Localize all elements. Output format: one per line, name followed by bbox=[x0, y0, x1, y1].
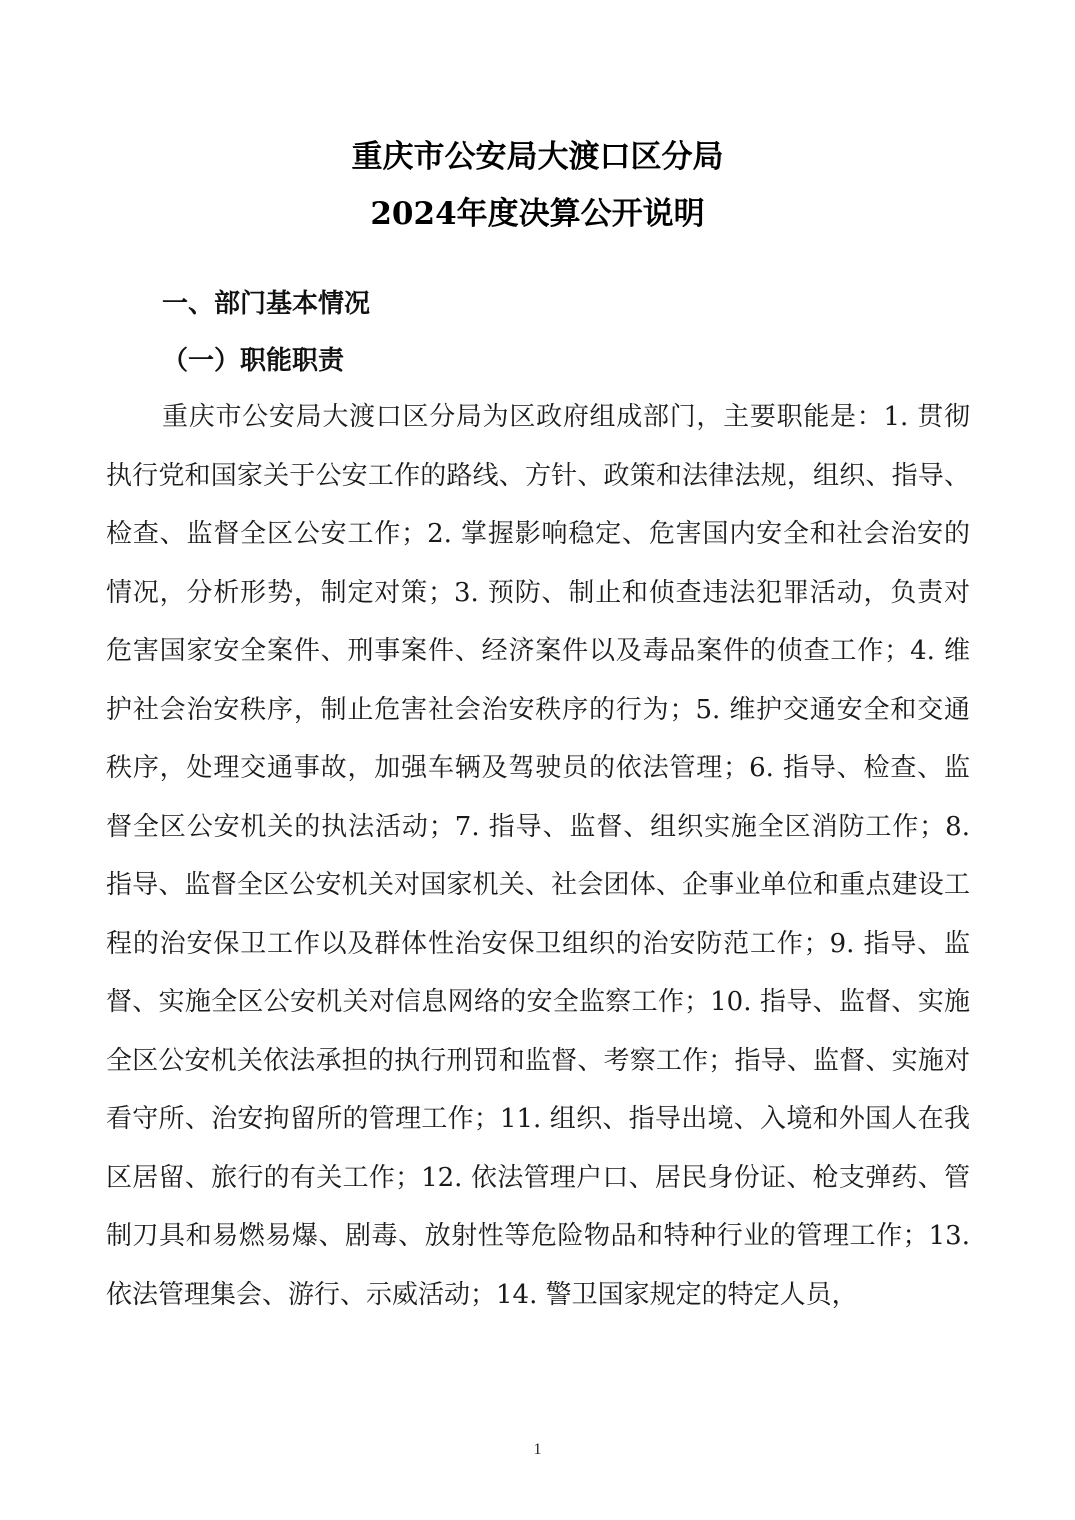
page-number: 1 bbox=[533, 1441, 542, 1458]
section-heading-basic-info: 一、部门基本情况 bbox=[162, 289, 371, 319]
duties-paragraph: 重庆市公安局大渡口区分局为区政府组成部门，主要职能是：1. 贯彻执行党和国家关于公安工作的路线、方针、政策和法律法规，组织、指导、检查、监督全区公安工作；2. 掌握影响稳定、危害国内安全和社会治安的情况，分析形势，制定对策；3. 预防、制止和侦查违法犯罪活动，负责对危害国家安全案件、刑事案件、经济案件以及毒品案件的侦查工作；4. 维护社会治安秩序，制止危害社会治安秩序的行为；5. 维护交通安全和交通秩序，处理交通事故，加强车辆及驾驶员的依法管理；6. 指导、检查、监督全区公安机关的执法活动；7. 指导、监督、组织实施全区消防工作；8. 指导、监督全区公安机关对国家机关、社会团体、企事业单位和重点建设工程的治安保卫工作以及群体性治安保卫组织的治安防范工作；9. 指导、监督、实施全区公安机关对信息网络的安全监察工作；10. 指导、监督、实施全区公安机关依法承担的执行刑罚和监督、考察工作；指导、监督、实施对看守所、治安拘留所的管理工作；11. 组织、指导出境、入境和外国人在我区居留、旅行的有关工作；12. 依法管理户口、居民身份证、枪支弹药、管制刀具和易燃易爆、剧毒、放射性等危险物品和特种行业的管理工作；13. 依法管理集会、游行、示威活动；14. 警卫国家规定的特定人员， bbox=[106, 402, 970, 1310]
document-title-line1: 重庆市公安局大渡口区分局 bbox=[351, 139, 724, 175]
subsection-heading-duties: （一）职能职责 bbox=[162, 346, 345, 376]
document-title-line2: 2024年度决算公开说明 bbox=[370, 196, 705, 232]
